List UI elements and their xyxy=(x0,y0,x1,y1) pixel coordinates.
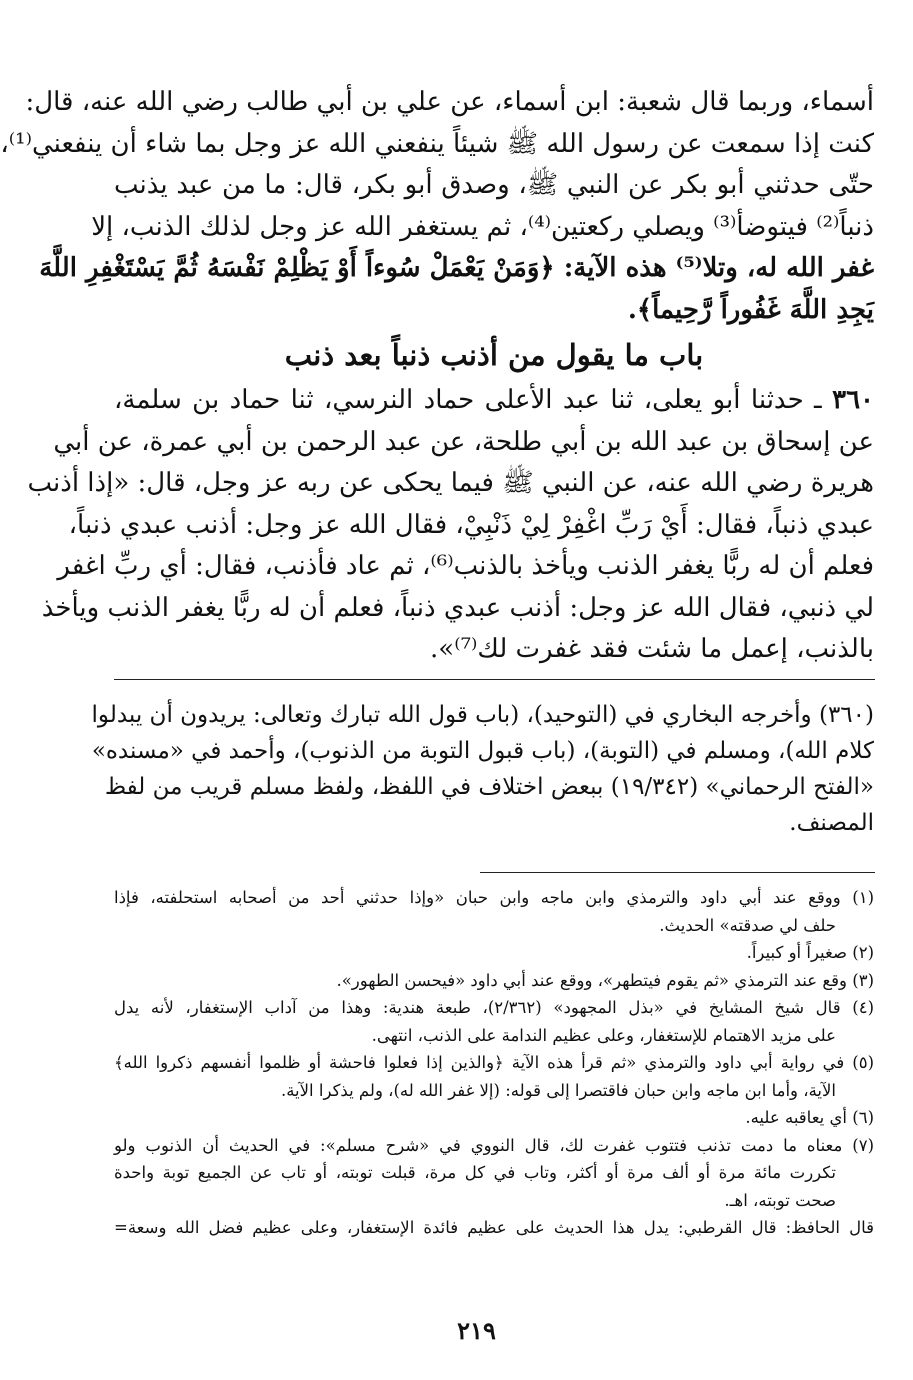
hadith-number: ٣٦٠ xyxy=(832,385,875,415)
footnote-line: حلف لي صدقته» الحديث. xyxy=(659,915,836,935)
text-line: ذنباً⁽²⁾ فيتوضأ⁽³⁾ ويصلي ركعتين⁽⁴⁾، ثم يستغفر الله عز وجل لذلك الذنب، إلا xyxy=(91,211,874,242)
text-line: ـ حدثنا أبو يعلى، ثنا عبد الأعلى حماد النرسي، ثنا حماد بن سلمة، xyxy=(114,385,822,415)
text-line: عبدي ذنباً، فقال: أَيْ رَبِّ اغْفِرْ لِيْ ذَنْبِيْ، فقال الله عز وجل: أذنب عبدي ذنباً، xyxy=(68,509,874,540)
hadith-first-line xyxy=(114,380,874,422)
footnote-line: (٥) في رواية أبي داود والترمذي «ثم قرأ هذه الآية ﴿والذين إذا فعلوا فاحشة أو ظلموا أنفسهم ذكروا الله﴾ xyxy=(114,1053,874,1072)
hadith-paragraph xyxy=(27,380,875,671)
footnote-line: (١) ووقع عند أبي داود والترمذي وابن ماجه وابن حبان «وإذا حدثني أحد من أصحابه استحلفته، فإذا xyxy=(114,888,874,907)
takhrij-note xyxy=(91,697,874,841)
text-line: فعلم أن له ربًّا يغفر الذنب ويأخذ بالذنب⁽⁶⁾، ثم عاد فأذنب، فقال: أي ربِّ اغفر xyxy=(57,551,874,581)
footnote-line: (٧) معناه ما دمت تذنب فتتوب غفرت لك، قال النووي في «شرح مسلم»: في الحديث أن الذنوب ولو xyxy=(114,1135,874,1155)
page-number: ٢١٩ xyxy=(457,1316,496,1345)
text-line: «الفتح الرحماني» (١٩/٣٤٢) ببعض اختلاف في اللفظ، ولفظ مسلم قريب من لفظ xyxy=(104,774,874,800)
footnote-separator xyxy=(480,872,875,873)
footnotes xyxy=(114,884,874,1242)
footnote-line: (٤) قال شيخ المشايخ في «بذل المجهود» (٢/٣٦٢)، طبعة هندية: وهذا من آداب الإستغفار، لأنه يدل xyxy=(114,998,875,1017)
footnote-line: تكررت مائة مرة أو ألف مرة أو أكثر، وتاب في كل مرة، قبلت توبته، أو تاب عن الجميع توبة واحدة xyxy=(114,1163,836,1182)
separator-rule xyxy=(114,679,875,680)
footnote-line: الآية، وأما ابن ماجه وابن حبان فاقتصرا إلى قوله: (إلا غفر الله له)، ولم يذكرا الآية. xyxy=(280,1080,836,1100)
quran-verse-line: يَجِدِ اللَّهَ غَفُوراً رَّحِيماً﴾. xyxy=(627,294,874,325)
footnote-line: قال الحافظ: قال القرطبي: يدل هذا الحديث على عظيم فائدة الإستغفار، وعلى عظيم فضل الله وسعة= xyxy=(114,1218,874,1237)
footnote-line: (٢) صغيراً أو كبيراً. xyxy=(746,943,874,962)
footnote-line: صحت توبته، اهـ. xyxy=(724,1190,836,1210)
footnote-line: على مزيد الاهتمام للإستغفار، وعلى عظيم الندامة على الذنب، انتهى. xyxy=(371,1025,836,1045)
quran-verse-line: غفر الله له، وتلا⁽⁵⁾ هذه الآية: ﴿وَمَنْ يَعْمَلْ سُوءاً أَوْ يَظْلِمْ نَفْسَهُ ثُمَّ يَسْتَغْفِرِ اللَّهَ xyxy=(39,253,874,283)
text-line: هريرة رضي الله عنه، عن النبي ﷺ فيما يحكى عن ربه عز وجل، قال: «إذا أذنب xyxy=(27,468,874,498)
text-line: عن إسحاق بن عبد الله بن أبي طلحة، عن عبد الرحمن بن أبي عمرة، عن أبي xyxy=(53,426,874,457)
text-line: المصنف. xyxy=(789,810,874,836)
text-line: (٣٦٠) وأخرجه البخاري في (التوحيد)، (باب قول الله تبارك وتعالى: يريدون أن يبدلوا xyxy=(91,702,874,728)
chapter-title: باب ما يقول من أذنب ذنباً بعد ذنب xyxy=(284,338,704,372)
text-line: كلام الله)، ومسلم في (التوبة)، (باب قبول التوبة من الذنوب)، وأحمد في «مسنده» xyxy=(91,738,874,764)
text-line: كنت إذا سمعت عن رسول الله ﷺ شيئاً ينفعني الله عز وجل بما شاء أن ينفعني⁽¹⁾، xyxy=(0,128,874,159)
footnote-line: (٦) أي يعاقبه عليه. xyxy=(745,1108,874,1127)
text-line: لي ذنبي، فقال الله عز وجل: أذنب عبدي ذنباً، فعلم أن له ربًّا يغفر الذنب ويأخذ xyxy=(41,592,874,623)
text-line: حتّى حدثني أبو بكر عن النبي ﷺ، وصدق أبو بكر، قال: ما من عبد يذنب xyxy=(114,170,874,200)
text-line: أسماء، وربما قال شعبة: ابن أسماء، عن علي بن أبي طالب رضي الله عنه، قال: xyxy=(25,87,874,117)
text-line: بالذنب، إعمل ما شئت فقد غفرت لك⁽⁷⁾». xyxy=(430,634,874,664)
footnote-line: (٣) وقع عند الترمذي «ثم يقوم فيتطهر»، ووقع عند أبي داود «فيحسن الطهور». xyxy=(336,970,874,990)
top-paragraph xyxy=(0,82,874,331)
